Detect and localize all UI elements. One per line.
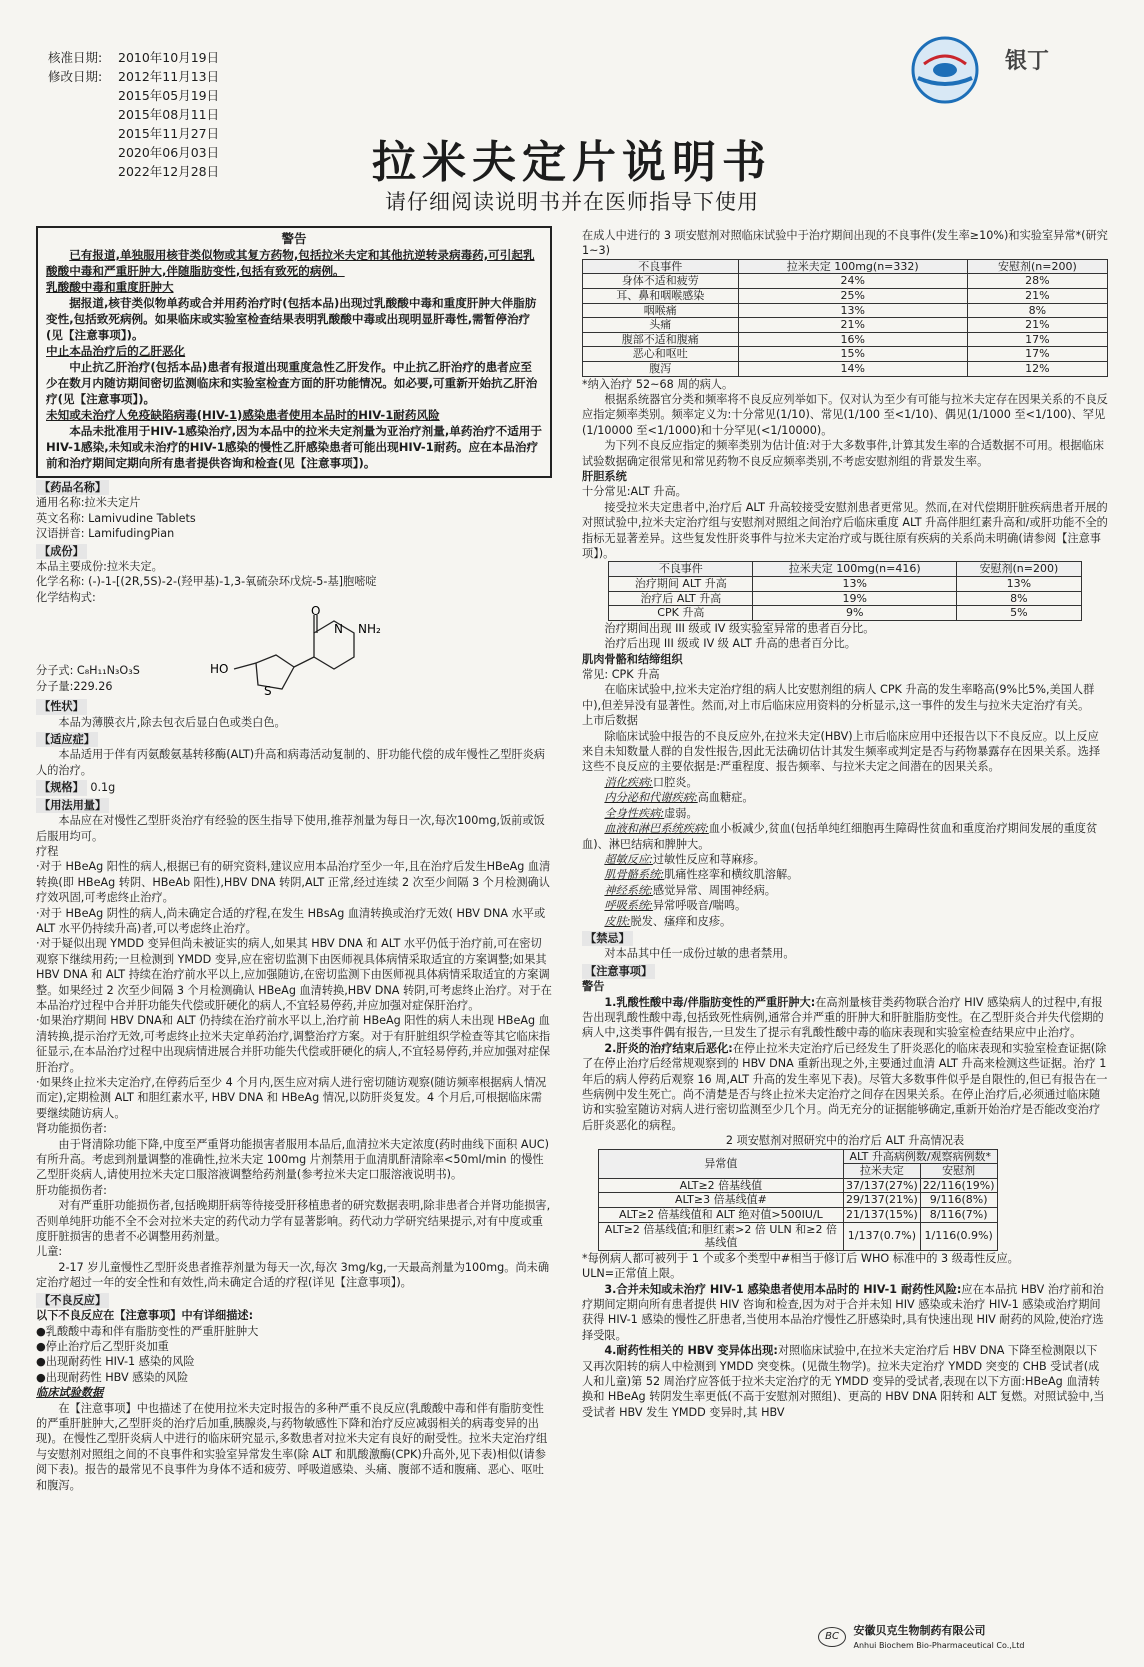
course-item-4: ·如果治疗期间 HBV DNA和 ALT 仍持续在治疗前水平以上,治疗前 HBeAg 阳性的病人未出现 HBeAg 血清转换,提示治疗无效,可考虑终止拉米夫定单药治疗,调整治疗方案。对于有肝脏组织学检查等其它临床指征显示,在本品治疗过程中出现病情进展合并肝功能失代偿或肝硬化的病人,不宜轻易停药,并应加强对症保肝治疗。 bbox=[36, 1014, 551, 1074]
date-row bbox=[48, 86, 219, 105]
postmarket-item-text: 血小板减少,贫血(包括单纯红细胞再生障碍性贫血和重度治疗期间发展的重度贫血)、淋巴结病和脾肿大。 bbox=[582, 822, 1098, 851]
course-item-1: ·对于 HBeAg 阳性的病人,根据已有的研究资料,建议应用本品治疗至少一年,且在治疗后发生HBeAg 血清转换(即 HBeAg 转阴、HBeAb 阳性),HBV DNA 转阴,ALT 正常,经过连续 2 次至少间隔 3 个月检测确认疗效巩固,可考虑终止治疗。 bbox=[36, 860, 551, 905]
main-component: 本品主要成份:拉米夫定。 bbox=[36, 560, 163, 574]
postmarket-list bbox=[582, 775, 1108, 929]
date-value: 2010年10月19日 bbox=[118, 50, 220, 65]
usage-text: 本品应在对慢性乙型肝炎治疗有经验的医生指导下使用,推荐剂量为每日一次,每次100mg,饭前或饭后服用均可。 bbox=[36, 814, 545, 843]
w1-text: 在高剂量核苷类药物联合治疗 HIV 感染病人的过程中,有报告出现乳酸性酸中毒,包括致死性病例,通常合并严重的肝肿大和肝脏脂肪变性。在乙型肝炎合并失代偿期的病人中,这类事件偶有报告,一旦发生了提示有乳酸性酸中毒的临床表现和实验室检查结果应中止治疗。 bbox=[582, 995, 1104, 1040]
document-title: 拉米夫定片说明书 bbox=[372, 137, 772, 188]
table-cell: 8/116(7%) bbox=[920, 1208, 997, 1223]
table-cell: 21% bbox=[967, 289, 1107, 304]
table-cell: 头痛 bbox=[583, 318, 739, 333]
table-cell: 腹部不适和腹痛 bbox=[583, 332, 739, 347]
table-cell: 治疗后 ALT 升高 bbox=[609, 591, 753, 606]
postmarket-item-system: 全身性疾病: bbox=[604, 806, 665, 820]
hepatic-heading: 肝功能损伤者: bbox=[36, 1183, 107, 1197]
section-indications: 【适应症】 bbox=[36, 732, 98, 747]
postmarket-item bbox=[582, 883, 1108, 898]
table-cell: 咽喉痛 bbox=[583, 303, 739, 318]
musculoskeletal-heading: 肌肉骨骼和结缔组织 bbox=[582, 652, 683, 666]
table-header-cell: 异常值 bbox=[598, 1149, 843, 1178]
postmarket-item-system: 皮肤: bbox=[604, 914, 631, 928]
postmarket-item-text: 肌痛性痉挛和横纹肌溶解。 bbox=[664, 868, 799, 882]
table-header-row bbox=[583, 259, 1108, 274]
postmarket-item-system: 超敏反应: bbox=[604, 852, 653, 866]
warning-heading-2: 中止本品治疗后的乙肝恶化 bbox=[46, 344, 186, 358]
section-contraindications: 【禁忌】 bbox=[582, 931, 633, 946]
postmarket-item-text: 口腔炎。 bbox=[652, 775, 698, 789]
course-item-3: ·对于疑似出现 YMDD 变异但尚未被证实的病人,如果其 HBV DNA 和 ALT 水平仍低于治疗前,可在密切观察下继续用药;一旦检测到 YMDD 变异,应在密切监测下由医师视具体病情采取适宜的方案调整;如果其 HBV DNA 和 ALT 持续在治疗前水平以上,应加强随访,在密切监测下由医师视具体病情采取适宜的方案调整。如果经过 2 次至少间隔 3 个月检测确认 HBeAg 血清转换,HBV DNA 转阴,可考虑终止治疗。对于在本品治疗过程中合并肝功能失代偿或肝硬化的病人,不宜轻易停药,并应加强对症保肝治疗。 bbox=[36, 937, 552, 1012]
table-row bbox=[583, 274, 1108, 289]
section-spec: 【规格】 bbox=[36, 780, 87, 795]
molecular-weight: 分子量:229.26 bbox=[36, 680, 113, 694]
date-label bbox=[48, 105, 118, 124]
table1-caption: 在成人中进行的 3 项安慰剂对照临床试验中于治疗期间出现的不良事件(发生率≥10%)和实验室异常*(研究 1~3) bbox=[582, 229, 1108, 258]
trial-heading: 临床试验数据 bbox=[36, 1386, 104, 1400]
properties-text: 本品为薄膜衣片,除去包衣后显白色或类白色。 bbox=[58, 715, 286, 729]
table-cell: 12% bbox=[967, 361, 1107, 376]
english-name: 英文名称: Lamivudine Tablets bbox=[36, 511, 196, 525]
globe-logo-icon bbox=[890, 26, 1000, 106]
atom-nh2: NH₂ bbox=[358, 622, 381, 637]
table-cell: 16% bbox=[738, 332, 967, 347]
postmarket-text: 除临床试验中报告的不良反应外,在拉米夫定(HBV)上市后临床应用中还报告以下不良反应。以上反应来自未知数量人群的自发性报告,因此无法确切估计其发生频率或判定是否与药物暴露存在因果关系。选择这些不良反应的主要依据是:严重程度、报告频率、与拉米夫定之间潜在的因果关系。 bbox=[582, 729, 1101, 774]
table-header-cell: ALT 升高病例数/观察病例数* bbox=[844, 1149, 997, 1164]
chemical-name: 化学名称: (-)-1-[(2R,5S)-2-(羟甲基)-1,3-氧硫杂环戊烷-5-基]胞嘧啶 bbox=[36, 575, 377, 589]
table3-note-2: ULN=正常值上限。 bbox=[582, 1267, 682, 1281]
postmarket-item-system: 肌骨骼系统: bbox=[604, 868, 665, 882]
warning-text-3: 本品未批准用于HIV-1感染治疗,因为本品中的拉米夫定剂量为亚治疗剂量,单药治疗不适用于HIV-1感染,未知或未治疗的HIV-1感染的慢性乙肝感染患者可能出现HIV-1耐药。应在本品治疗前和治疗期间定期向所有患者提供咨询和检查(见【注意事项】)。 bbox=[46, 424, 542, 470]
w4-text: 对照临床试验中,在拉米夫定治疗后 HBV DNA 下降至检测限以下又再次阳转的病人中检测到 YMDD 突变株。(见微生物学)。拉米夫定治疗 YMDD 突变的 CHB 受试者(成人和儿童)第 52 周治疗应答低于拉米夫定治疗的无 YMDD 变异的受试者,表现在以下方面:HBeAg 血清转换和 HBeAg 转阴发生率更低(不高于安慰剂对照组)、更高的 HBV DNA 阳转和 ALT 复燃。对照试验中,当受试者 HBV 发生 YMDD 变异时,其 HBV bbox=[582, 1344, 1105, 1419]
renal-text: 由于肾清除功能下降,中度至严重肾功能损害者服用本品后,血清拉米夫定浓度(药时曲线下面积 AUC)有所升高。考虑到剂量调整的准确性,拉米夫定 100mg 片剂禁用于血清肌酐清除率<50ml/min 的慢性乙型肝炎病人,请使用拉米夫定口服溶液调整给药剂量(参考拉米夫定口服溶液说明书)。 bbox=[36, 1137, 549, 1182]
date-label bbox=[48, 86, 118, 105]
table-cell: 21/137(15%) bbox=[844, 1208, 921, 1223]
company-name: 安徽贝克生物制药有限公司 bbox=[853, 1624, 986, 1637]
table-row bbox=[598, 1222, 997, 1250]
table-header-cell: 安慰剂(n=200) bbox=[967, 259, 1107, 274]
company-name-en: Anhui Biochem Bio-Pharmaceutical Co.,Ltd bbox=[853, 1641, 1025, 1650]
date-value: 2022年12月28日 bbox=[118, 164, 220, 179]
molecular-formula: 分子式: C₈H₁₁N₃O₃S bbox=[36, 664, 140, 678]
table-cell: 9% bbox=[753, 606, 957, 621]
table-cell: 身体不适和疲劳 bbox=[583, 274, 739, 289]
postmarket-item-system: 呼吸系统: bbox=[604, 899, 653, 913]
adverse-events-table bbox=[582, 259, 1108, 377]
brand-mark: 银丁 bbox=[1005, 49, 1050, 74]
w2-heading: 2.肝炎的治疗结束后恶化: bbox=[604, 1041, 733, 1055]
table-header-cell: 拉米夫定 100mg(n=332) bbox=[738, 259, 967, 274]
postmarket-heading: 上市后数据 bbox=[582, 714, 638, 728]
table3-note-1: *每例病人都可被列于 1 个或多个类型中#相当于修订后 WHO 标准中的 3 级毒性反应。 bbox=[582, 1251, 1019, 1265]
precautions-warning-heading: 警告 bbox=[582, 980, 605, 994]
pinyin-name: 汉语拼音: LamifudingPian bbox=[36, 527, 175, 541]
table-row bbox=[598, 1193, 997, 1208]
hepatic-text: 对有严重肝功能损伤者,包括晚期肝病等待接受肝移植患者的研究数据表明,除非患者合并肾功能损害,否则单纯肝功能不全不会对拉米夫定的药代动力学有显著影响。药代动力学研究结果提示,对有中度或重度肝脏损害的患者不必调整用药剂量。 bbox=[36, 1199, 551, 1244]
warning-heading-3: 未知或未治疗人免疫缺陷病毒(HIV-1)感染患者使用本品时的HIV-1耐药风险 bbox=[46, 408, 440, 422]
adverse-list-item: ●出现耐药性 HIV-1 感染的风险 bbox=[36, 1355, 195, 1369]
adverse-list-item: ●出现耐药性 HBV 感染的风险 bbox=[36, 1370, 189, 1384]
table-cell: 17% bbox=[967, 347, 1107, 362]
structure-label: 化学结构式: bbox=[36, 590, 96, 604]
table-cell: 28% bbox=[967, 274, 1107, 289]
quality-logo bbox=[890, 26, 1000, 106]
w4-heading: 4.耐药性相关的 HBV 变异体出现: bbox=[604, 1344, 778, 1358]
postmarket-item-text: 感觉异常、周围神经病。 bbox=[652, 883, 776, 897]
table-row bbox=[609, 591, 1081, 606]
table-cell: 8% bbox=[957, 591, 1082, 606]
company-footer bbox=[818, 1622, 1024, 1651]
table-cell: 13% bbox=[957, 577, 1082, 592]
course-item-5: ·如果终止拉米夫定治疗,在停药后至少 4 个月内,医生应对病人进行密切随访观察(随访频率根据病人情况而定),定期检测 ALT 和胆红素水平, HBV DNA 和 HBeAg 情况,以防肝炎复发。4 个月后,可根据临床需要继续随访病人。 bbox=[36, 1076, 547, 1120]
children-text: 2-17 岁儿童慢性乙型肝炎患者推荐剂量为每天一次,每次 3mg/kg,一天最高剂量为100mg。尚未确定治疗超过一年的安全性和有效性,尚未确定合适的疗程(详见【注意事项】)。 bbox=[36, 1260, 550, 1290]
table-header-row bbox=[598, 1149, 997, 1164]
table-cell: 21% bbox=[967, 318, 1107, 333]
postmarket-item-system: 内分泌和代谢疾病: bbox=[604, 791, 698, 805]
chemical-structure bbox=[36, 605, 552, 697]
table-cell: 21% bbox=[738, 318, 967, 333]
atom-o: O bbox=[311, 605, 321, 619]
boxed-warning bbox=[36, 226, 552, 478]
section-properties: 【性状】 bbox=[36, 699, 87, 714]
table-header-cell: 拉米夫定 bbox=[844, 1164, 921, 1179]
table-cell: CPK 升高 bbox=[609, 606, 753, 621]
w3-heading: 3.合并未知或未治疗 HIV-1 感染患者使用本品时的 HIV-1 耐药性风险: bbox=[604, 1282, 962, 1296]
liver-common: 十分常见:ALT 升高。 bbox=[582, 485, 687, 499]
postmarket-item-text: 异常呼吸音/喘鸣。 bbox=[652, 899, 747, 913]
table1-note: *纳入治疗 52~68 周的病人。 bbox=[582, 377, 734, 391]
date-value: 2020年06月03日 bbox=[118, 145, 220, 160]
musculoskeletal-text: 在临床试验中,拉米夫定治疗组的病人比安慰剂组的病人 CPK 升高的发生率略高(9%比5%,美国人群中),但差异没有显著性。然而,对上市后临床应用资料的分析显示,这一事件的发生与拉米夫定治疗有关。 bbox=[582, 683, 1095, 712]
postmarket-item-text: 虚弱。 bbox=[664, 806, 698, 820]
table-row bbox=[583, 289, 1108, 304]
date-value: 2015年08月11日 bbox=[118, 107, 220, 122]
table-cell: 耳、鼻和咽喉感染 bbox=[583, 289, 739, 304]
table-row bbox=[598, 1208, 997, 1223]
w2-text: 在停止拉米夫定治疗后已经发生了肝炎恶化的临床表现和实验室检查证据(除了在停止治疗后经常规观察到的 HBV DNA 重新出现之外,主要通过血清 ALT 升高来检测这些证据。治疗 1 年后的病人停药后观察 16 周,ALT 升高的发生率见下表)。尽管大多数事件似乎是自限性的,但已有报告在一些病例中发生死亡。尚不清楚是否与终止拉米夫定治疗之间存在因果关系。在停止治疗后,必须通过临床随访和实验室随访对病人进行密切监测至少几个月。尚无充分的证据能够确定,重新开始治疗是否能改变治疗后肝炎恶化的病程。 bbox=[582, 1041, 1108, 1132]
warning-intro: 已有报道,单独服用核苷类似物或其复方药物,包括拉米夫定和其他抗逆转录病毒药,可引起乳酸酸中毒和严重肝肿大,伴随脂肪变性,包括有致死的病例。 bbox=[46, 248, 535, 278]
table-cell: 8% bbox=[967, 303, 1107, 318]
table-cell: 14% bbox=[738, 361, 967, 376]
table-cell: 37/137(27%) bbox=[844, 1178, 921, 1193]
date-label: 核准日期: bbox=[48, 50, 103, 65]
postmarket-item-system: 消化疾病: bbox=[604, 775, 653, 789]
table2-note-1: 治疗期间出现 III 级或 IV 级实验室异常的患者百分比。 bbox=[604, 621, 875, 635]
table-cell: ALT≥2 倍基线值 bbox=[598, 1178, 843, 1193]
section-adverse: 【不良反应】 bbox=[36, 1293, 109, 1308]
postmarket-item bbox=[582, 867, 1108, 882]
w1-heading: 1.乳酸性酸中毒/伴脂肪变性的严重肝肿大: bbox=[604, 995, 816, 1009]
musculoskeletal-common: 常见: CPK 升高 bbox=[582, 668, 660, 682]
table-cell: 22/116(19%) bbox=[920, 1178, 997, 1193]
table2-note-2: 治疗后出现 III 级或 IV 级 ALT 升高的患者百分比。 bbox=[604, 637, 856, 651]
lab-abnormalities-table bbox=[608, 561, 1081, 620]
trial-text: 在【注意事项】中也描述了在使用拉米夫定时报告的多种严重不良反应(乳酸酸中毒和伴有脂肪变性的严重肝脏肿大,乙型肝炎的治疗后加重,胰腺炎,与药物敏感性下降和治疗反应减弱相关的病毒变异的出现)。在慢性乙型肝炎病人中进行的临床研究显示,多数患者对拉米夫定有良好的耐受性。拉米夫定治疗组与安慰剂对照组之间的不良事件和实验室异常发生率(除 ALT 和肌酸激酶(CPK)升高外,见下表)相似(请参阅下表)。报告的最常见不良事件为身体不适和疲劳、呼吸道感染、头痛、腹部不适和腹痛、恶心、呕吐和腹泻。 bbox=[36, 1401, 548, 1492]
section-precautions: 【注意事项】 bbox=[582, 964, 655, 979]
table-cell: ALT≥2 倍基线值;和胆红素>2 倍 ULN 和≥2 倍基线值 bbox=[598, 1222, 843, 1250]
postmarket-item-system: 血液和淋巴系统疾病: bbox=[604, 822, 709, 836]
frequency-text-1: 根据系统器官分类和频率将不良反应列举如下。仅对认为至少有可能与拉米夫定存在因果关系的不良反应指定频率类别。频率定义为:十分常见(1/10)、常见(1/100 至<1/10)、偶见(1/1000 至<1/100)、罕见(1/10000 至<1/1000)和十分罕见(<1/10000)。 bbox=[582, 392, 1108, 437]
date-label: 修改日期: bbox=[48, 69, 103, 84]
table-cell: 13% bbox=[753, 577, 957, 592]
generic-name: 通用名称:拉米夫定片 bbox=[36, 496, 141, 510]
atom-n: N bbox=[334, 622, 343, 637]
postmarket-item bbox=[582, 806, 1108, 821]
postmarket-item bbox=[582, 852, 1108, 867]
table-cell: ALT≥3 倍基线值# bbox=[598, 1193, 843, 1208]
table-cell: 15% bbox=[738, 347, 967, 362]
postmarket-item-text: 脱发、瘙痒和皮疹。 bbox=[630, 914, 732, 928]
date-value: 2015年11月27日 bbox=[118, 126, 220, 141]
table3-caption: 2 项安慰剂对照研究中的治疗后 ALT 升高情况表 bbox=[725, 1134, 965, 1148]
table-cell: 恶心和呕吐 bbox=[583, 347, 739, 362]
postmarket-item bbox=[582, 898, 1108, 913]
post-treatment-alt-table bbox=[598, 1149, 998, 1251]
table-cell: 腹泻 bbox=[583, 361, 739, 376]
table-cell: 治疗期间 ALT 升高 bbox=[609, 577, 753, 592]
adverse-list-item: ●停止治疗后乙型肝炎加重 bbox=[36, 1339, 169, 1353]
date-row bbox=[48, 67, 219, 86]
table-cell: ALT≥2 倍基线值和 ALT 绝对值>500IU/L bbox=[598, 1208, 843, 1223]
table-row bbox=[609, 577, 1081, 592]
course-label: 疗程 bbox=[36, 844, 59, 858]
section-composition: 【成份】 bbox=[36, 544, 87, 559]
table-row bbox=[583, 332, 1108, 347]
liver-text: 接受拉米夫定患者中,治疗后 ALT 升高较接受安慰剂患者更常见。然而,在对代偿期肝脏疾病患者开展的对照试验中,拉米夫定治疗组与安慰剂对照组之间治疗后临床重度 ALT 升高伴胆红素升高和/或肝功能不全的指标无显著差异。这些复发性肝炎事件与拉米夫定治疗或与既往原有疾病的关系尚未明确(请参阅【注意事项】)。 bbox=[582, 500, 1108, 561]
table-row bbox=[583, 361, 1108, 376]
table-row bbox=[583, 347, 1108, 362]
warning-text-1: 据报道,核苷类似物单药或合并用药治疗时(包括本品)出现过乳酸酸中毒和重度肝肿大伴脂肪变性,包括致死病例。如果临床或实验室检查结果表明乳酸酸中毒或出现明显肝毒性,需暂停治疗(见【注意事项】)。 bbox=[46, 296, 537, 342]
frequency-text-2: 为下列不良反应指定的频率类别为估计值:对于大多数事件,计算其发生率的合适数据不可用。根据临床试验数据确定很常见和常见药物不良反应频率类别,不考虑安慰剂组的背景发生率。 bbox=[582, 439, 1104, 468]
contraindications-text: 对本品其中任一成份过敏的患者禁用。 bbox=[604, 947, 795, 961]
table-header-cell: 拉米夫定 100mg(n=416) bbox=[753, 562, 957, 577]
table-row bbox=[598, 1178, 997, 1193]
postmarket-item bbox=[582, 914, 1108, 929]
warning-heading-1: 乳酸酸中毒和重度肝肿大 bbox=[46, 280, 174, 294]
table-row bbox=[609, 606, 1081, 621]
date-row bbox=[48, 105, 219, 124]
postmarket-item bbox=[582, 790, 1108, 805]
table-cell: 1/116(0.9%) bbox=[920, 1222, 997, 1250]
date-value: 2012年11月13日 bbox=[118, 69, 220, 84]
postmarket-item-system: 神经系统: bbox=[604, 883, 653, 897]
table-cell: 9/116(8%) bbox=[920, 1193, 997, 1208]
table-cell: 29/137(21%) bbox=[844, 1193, 921, 1208]
adverse-list bbox=[36, 1324, 552, 1386]
warning-text-2: 中止抗乙肝治疗(包括本品)患者有报道出现重度急性乙肝发作。中止抗乙肝治疗的患者应至少在数月内随访期间密切监测临床和实验室检查方面的肝功能情况。如必要,可重新开始抗乙肝治疗(见【注意事项】)。 bbox=[46, 360, 538, 406]
liver-heading: 肝胆系统 bbox=[582, 470, 627, 483]
indications-text: 本品适用于伴有丙氨酸氨基转移酶(ALT)升高和病毒活动复制的、肝功能代偿的成年慢性乙型肝炎病人的治疗。 bbox=[36, 748, 545, 777]
table-header-cell: 安慰剂(n=200) bbox=[957, 562, 1082, 577]
table-cell: 1/137(0.7%) bbox=[844, 1222, 921, 1250]
table-row bbox=[583, 303, 1108, 318]
section-drug-name: 【药品名称】 bbox=[36, 480, 109, 495]
spec-value: 0.1g bbox=[90, 781, 116, 795]
date-row bbox=[48, 48, 219, 67]
table-cell: 19% bbox=[753, 591, 957, 606]
right-column bbox=[582, 228, 1108, 1638]
table-cell: 13% bbox=[738, 303, 967, 318]
children-heading: 儿童: bbox=[36, 1245, 63, 1259]
postmarket-item-text: 过敏性反应和荨麻疹。 bbox=[652, 852, 765, 866]
warning-title: 警告 bbox=[281, 231, 307, 246]
company-logo-icon: BC bbox=[818, 1627, 846, 1647]
date-value: 2015年05月19日 bbox=[118, 88, 220, 103]
postmarket-item-text: 高血糖症。 bbox=[697, 791, 754, 805]
renal-heading: 肾功能损伤者: bbox=[36, 1122, 107, 1136]
section-usage: 【用法用量】 bbox=[36, 798, 109, 813]
atom-s: S bbox=[264, 684, 272, 698]
left-column bbox=[36, 226, 552, 1646]
course-item-2: ·对于 HBeAg 阴性的病人,尚未确定合适的疗程,在发生 HBsAg 血清转换或治疗无效( HBV DNA 水平或 ALT 水平仍持续升高)者,可以考虑终止治疗。 bbox=[36, 906, 546, 935]
adverse-list-item: ●乳酸酸中毒和伴有脂肪变性的严重肝脏肿大 bbox=[36, 1324, 259, 1338]
atom-ho: HO bbox=[210, 662, 229, 677]
table-cell: 5% bbox=[957, 606, 1082, 621]
w3-text: 应在本品抗 HBV 治疗前和治疗期间定期向所有患者提供 HIV 咨询和检查,因为对于合并未知 HIV 感染或未治疗 HIV-1 感染或治疗期间获得 HIV-1 感染的慢性乙肝患者,当使用本品治疗慢性乙肝感染时,具有快速出现 HIV 耐药的风险,使治疗选择受限。 bbox=[582, 1282, 1104, 1342]
table-header-row bbox=[609, 562, 1081, 577]
document-subtitle: 请仔细阅读说明书并在医师指导下使用 bbox=[385, 190, 759, 214]
table-cell: 25% bbox=[738, 289, 967, 304]
adverse-subheading: 以下不良反应在【注意事项】中有详细描述: bbox=[36, 1309, 254, 1323]
table-cell: 17% bbox=[967, 332, 1107, 347]
table-cell: 24% bbox=[738, 274, 967, 289]
postmarket-item bbox=[582, 775, 1108, 790]
table-row bbox=[583, 318, 1108, 333]
postmarket-item bbox=[582, 821, 1108, 852]
table-header-cell: 不良事件 bbox=[583, 259, 739, 274]
table-header-cell: 不良事件 bbox=[609, 562, 753, 577]
table-header-cell: 安慰剂 bbox=[920, 1164, 997, 1179]
